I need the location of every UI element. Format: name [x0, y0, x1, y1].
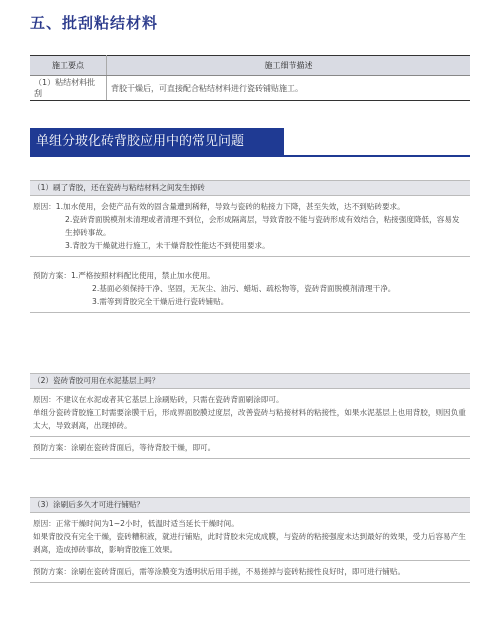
table-cell: 背胶干燥后，可直接配合粘结材料进行瓷砖铺贴施工。	[107, 76, 471, 101]
question-heading: （1）刷了背胶，还在瓷砖与粘结材料之间发生掉砖	[30, 180, 470, 196]
question-block-2	[30, 373, 470, 459]
reason-text: 3.背胶为干燥就进行施工，未干燥背胶性能达不到使用要求。	[65, 241, 270, 250]
plan-text: 3.需等到背胶完全干燥后进行瓷砖铺贴。	[92, 297, 229, 306]
banner-divider	[30, 155, 470, 157]
table-header: 施工要点	[30, 56, 107, 76]
reason-section	[30, 389, 470, 437]
reason-text: 单组分瓷砖背胶施工时需要涂膜干后，形成界面胶膜过度层，改善瓷砖与粘接材料的粘接性，如果水泥基层上也用背胶，则因负重太大，导致剥离，出现掉砖。	[33, 408, 466, 430]
reason-section	[30, 196, 470, 257]
prevention-section	[30, 265, 470, 313]
reason-text: 如果背胶没有完全干燥，瓷砖糟积液，就进行铺贴，此时背胶未完成成膜，与瓷砖的粘接强度未达到最好的效果，受力后容易产生剥离，造成掉砖事故，影响背胶施工效果。	[33, 532, 466, 554]
plan-text: 2.基面必须保持干净、坚固，无灰尘、油污、蜡垢、疏松物等，瓷砖背面脱模剂清理干净。	[92, 284, 396, 293]
reason-text: 2.瓷砖背面脱模剂未清理或者清理不到位，会形成隔离层，导致背胶不能与瓷砖形成有效结合，粘接强度降低，容易发生掉砖事故。	[65, 215, 460, 237]
question-heading: （2）瓷砖背胶可用在水泥基层上吗？	[30, 373, 470, 389]
plan-text: 预防方案：1.严格按照材料配比使用，禁止加水使用。	[33, 271, 215, 280]
reason-text: 原因：正常干燥时间为1~2小时，低温时适当延长干燥时间。	[33, 519, 239, 528]
section-banner: 单组分玻化砖背胶应用中的常见问题	[30, 128, 284, 156]
question-block-3	[30, 497, 470, 583]
question-block-1	[30, 180, 470, 313]
plan-text: 预防方案：涂刷在瓷砖背面后，需等涂膜变为透明状后用手搓，不易搓掉与瓷砖粘接性良好时，即可进行铺贴。	[33, 567, 406, 576]
table-cell: （1）粘结材料批刮	[30, 76, 107, 101]
table-row	[30, 76, 470, 101]
prevention-section	[30, 561, 470, 583]
prevention-section	[30, 437, 470, 459]
reason-section	[30, 513, 470, 561]
plan-text: 预防方案：涂刷在瓷砖背面后，等待背胶干燥，即可。	[33, 443, 216, 452]
reason-text: 原因：不建议在水泥或者其它基层上涂刷贴砖，只需在瓷砖背面刷涂即可。	[33, 395, 284, 404]
reason-text: 原因：1.加水使用，会使产品有效的固含量遭到稀释，导致与瓷砖的粘接力下降，甚至失效，达不到贴砖要求。	[33, 202, 405, 211]
table-header: 施工细节描述	[107, 56, 471, 76]
construction-table	[30, 55, 470, 101]
section-title: 五、批刮粘结材料	[30, 14, 159, 32]
table-header-row	[30, 56, 470, 76]
question-heading: （3）涂刷后多久才可进行铺贴？	[30, 497, 470, 513]
